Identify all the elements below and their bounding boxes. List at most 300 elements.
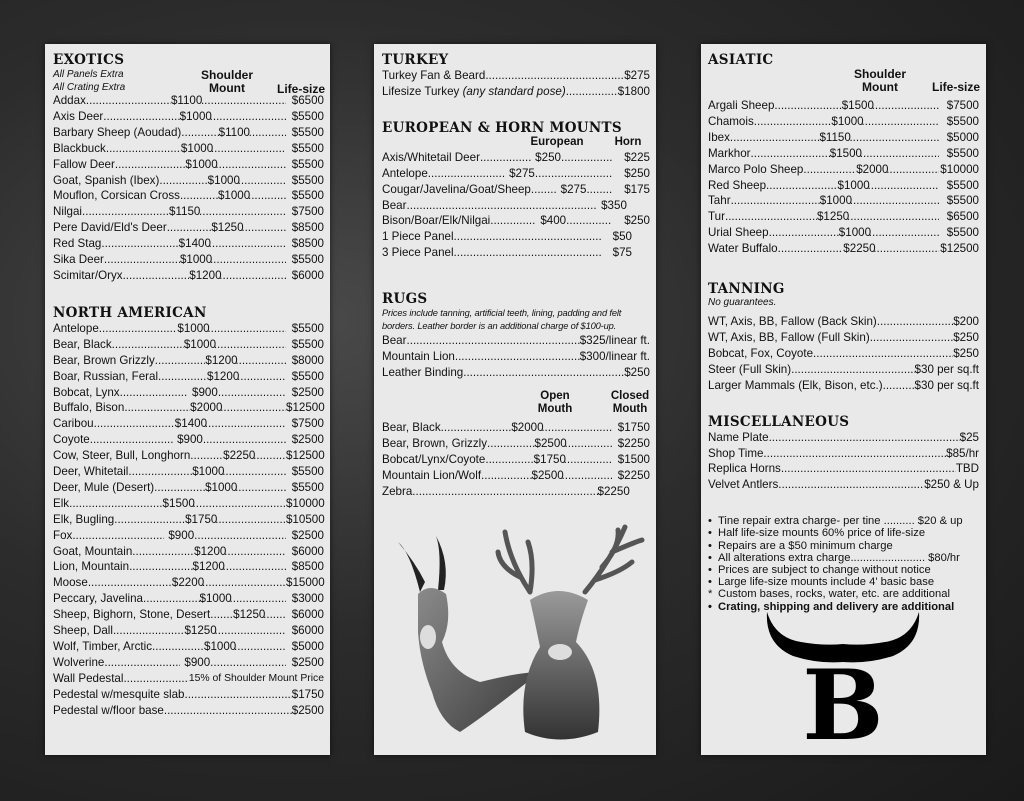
item-price: $275 xyxy=(624,69,650,82)
item-name: Bear, Brown Grizzly xyxy=(53,353,155,367)
note-item xyxy=(708,588,979,600)
item-price-1: $1150 xyxy=(169,205,201,219)
item-name: Red Sheep xyxy=(708,178,767,192)
item-name: Sheep, Dall xyxy=(53,624,113,638)
item-price-2: $8500 xyxy=(291,237,324,251)
mount-photo xyxy=(380,522,650,752)
price-row xyxy=(53,125,324,141)
item-price-2: $225 xyxy=(624,150,650,164)
price-row xyxy=(382,484,650,500)
item-price-2: $8000 xyxy=(291,353,324,367)
rugs-col-open: Open Mouth xyxy=(537,389,573,415)
price-row xyxy=(708,146,979,162)
note-bullet: • xyxy=(708,564,712,577)
item-name: Lion, Mountain xyxy=(53,560,130,574)
item-price-1: $1400 xyxy=(178,237,211,251)
item-price: $1750 xyxy=(291,687,324,701)
item-name: Bear, Black xyxy=(53,337,112,351)
price-row xyxy=(382,436,650,452)
item-name: Boar, Russian, Feral xyxy=(53,369,159,383)
price-row xyxy=(53,559,324,575)
price-row xyxy=(53,109,324,125)
asiatic-col-lifesize: Life-size xyxy=(931,80,980,94)
item-price-2: $8500 xyxy=(291,560,324,574)
item-name: Bear xyxy=(382,198,407,212)
item-name: Caribou xyxy=(53,417,94,431)
item-name: Goat, Spanish (Ibex) xyxy=(53,173,160,187)
price-row xyxy=(53,512,324,528)
item-price-1: $2250 xyxy=(597,484,630,498)
item-price: 15% of Shoulder Mount Price xyxy=(188,672,324,684)
price-row xyxy=(382,68,650,84)
price-row xyxy=(53,385,324,401)
item-name: Pedestal w/mesquite slab xyxy=(53,687,185,701)
price-row xyxy=(53,369,324,385)
item-price-2: $12500 xyxy=(286,449,325,463)
price-row xyxy=(53,236,324,252)
price-row xyxy=(708,130,979,146)
item-price-2: $2250 xyxy=(617,468,650,482)
item-price-2: $8500 xyxy=(291,221,324,235)
item-price: $250 xyxy=(953,330,979,344)
price-row xyxy=(382,333,650,349)
price-row xyxy=(53,687,324,703)
note-item xyxy=(708,564,979,576)
item-name: Goat, Mountain xyxy=(53,544,133,558)
item-name: Antelope xyxy=(53,321,99,335)
price-row xyxy=(53,480,324,496)
item-price-1: $1250 xyxy=(233,608,266,622)
item-name: Wolverine xyxy=(53,655,105,669)
price-row xyxy=(708,162,979,178)
item-name: Argali Sheep xyxy=(708,99,775,112)
item-price: $250 xyxy=(624,365,650,379)
price-row xyxy=(708,193,979,209)
price-row xyxy=(53,575,324,591)
item-price-1: $1000 xyxy=(204,640,237,653)
price-row xyxy=(382,182,650,198)
item-name: Bison/Boar/Elk/Nilgai xyxy=(382,214,491,228)
european-col-horn: Horn xyxy=(614,135,642,148)
item-name: Bear, Black xyxy=(382,420,441,434)
price-row xyxy=(708,178,979,194)
item-name: Pedestal w/floor base xyxy=(53,703,164,717)
note-bullet: • xyxy=(708,515,712,528)
item-price-1: $900 xyxy=(192,385,218,399)
item-price-2: $5500 xyxy=(291,109,324,123)
item-price-1: $1500 xyxy=(829,146,863,160)
item-name: Bear xyxy=(382,334,407,348)
item-price: $300/linear ft. xyxy=(579,350,650,364)
item-price-1: $275 xyxy=(509,166,535,180)
item-name: Leather Binding xyxy=(382,365,464,379)
note-text: Large life-size mounts include 4' basic base xyxy=(718,576,935,589)
item-name: Bobcat, Lynx xyxy=(53,385,120,399)
item-price-1: $2500 xyxy=(534,436,567,450)
item-price: TBD xyxy=(955,462,979,476)
item-price-2: $5500 xyxy=(291,480,324,494)
item-name: Name Plate xyxy=(708,430,769,444)
note-text: Half life-size mounts 60% price of life-size xyxy=(718,527,926,540)
item-name: Marco Polo Sheep xyxy=(708,162,804,176)
item-price-1: $1000 xyxy=(205,480,238,494)
item-price-1: $1150 xyxy=(819,130,851,144)
item-price-2: $250 xyxy=(624,166,650,180)
item-price-2: $12500 xyxy=(940,242,979,256)
price-row xyxy=(53,321,324,337)
item-price-1: $50 xyxy=(612,230,632,244)
item-price: $250 & Up xyxy=(924,478,979,492)
price-row xyxy=(53,496,324,512)
price-row xyxy=(53,188,324,204)
item-price-1: $1500 xyxy=(841,99,874,112)
item-name: Bear, Brown, Grizzly xyxy=(382,436,488,450)
item-price-1: $1000 xyxy=(217,189,251,203)
note-text: Prices are subject to change without notice xyxy=(718,564,931,577)
item-name: Water Buffalo xyxy=(708,242,778,256)
exotics-north-american-panel xyxy=(45,44,330,755)
item-price-2: $5500 xyxy=(291,141,324,155)
note-item xyxy=(708,527,979,539)
item-price-1: $1000 xyxy=(207,173,240,187)
rugs-col-closed: Closed Mouth xyxy=(610,389,650,415)
note-text: Custom bases, rocks, water, etc. are additional xyxy=(718,588,950,601)
item-name: Buffalo, Bison xyxy=(53,401,125,415)
item-price-1: $2000 xyxy=(190,401,223,415)
item-price-2: $6000 xyxy=(291,268,324,282)
item-price-1: $1000 xyxy=(183,337,217,351)
price-row xyxy=(53,671,324,687)
item-name: Shop Time xyxy=(708,446,764,460)
item-price-1: $900 xyxy=(168,528,195,542)
price-row xyxy=(53,544,324,560)
item-price: $30 per sq.ft xyxy=(914,378,979,392)
item-name: WT, Axis, BB, Fallow (Back Skin) xyxy=(708,315,877,329)
item-name: Axis Deer xyxy=(53,109,104,123)
price-row xyxy=(53,353,324,369)
item-price-1: $1100 xyxy=(218,125,251,139)
exotics-note-2: All Crating Extra xyxy=(53,82,126,93)
price-row xyxy=(708,330,979,346)
misc-list xyxy=(708,430,979,494)
item-price: $85/hr xyxy=(946,446,979,460)
price-row xyxy=(53,591,324,607)
item-price-2: $10000 xyxy=(940,162,979,176)
price-row xyxy=(708,430,979,446)
item-price-2: $5500 xyxy=(291,369,325,383)
item-name: WT, Axis, BB, Fallow (Full Skin) xyxy=(708,330,870,344)
item-name: Coyote xyxy=(53,433,90,447)
price-row xyxy=(53,655,324,671)
tanning-heading: TANNING xyxy=(708,281,785,298)
price-row xyxy=(382,150,650,166)
note-text: Tine repair extra charge- per tine .......... $20 & up xyxy=(718,515,963,528)
item-name: Bobcat/Lynx/Coyote xyxy=(382,452,486,466)
price-row xyxy=(53,141,324,157)
item-price-1: $1200 xyxy=(192,560,225,574)
asiatic-list xyxy=(708,98,979,257)
item-price-2: $5500 xyxy=(291,173,324,187)
price-row xyxy=(708,241,979,257)
price-row xyxy=(53,607,324,623)
price-row xyxy=(382,452,650,468)
item-price-2: $6500 xyxy=(291,94,324,107)
notes-list xyxy=(708,515,979,613)
item-price-1: $2000 xyxy=(856,162,889,176)
item-price-1: $1000 xyxy=(199,592,232,606)
item-price: $1800 xyxy=(617,84,650,98)
item-price-1: $400 xyxy=(540,214,567,228)
item-price-1: $1200 xyxy=(194,544,227,558)
price-row xyxy=(382,229,650,245)
item-price-2: $5500 xyxy=(291,337,324,351)
price-row xyxy=(53,464,324,480)
item-price-2: $2250 xyxy=(617,436,650,450)
item-name: Velvet Antlers xyxy=(708,478,779,492)
price-row xyxy=(53,173,324,189)
item-name: Mountain Lion/Wolf xyxy=(382,468,482,482)
item-name: Moose xyxy=(53,576,88,590)
item-name: Cougar/Javelina/Goat/Sheep xyxy=(382,182,531,196)
item-name: Markhor xyxy=(708,146,751,160)
item-price-2: $7500 xyxy=(291,205,324,219)
european-list xyxy=(382,150,650,261)
item-price-1: $1000 xyxy=(180,141,214,155)
price-row xyxy=(53,432,324,448)
turkey-european-rugs-panel xyxy=(374,44,656,755)
item-name: Turkey Fan & Beard xyxy=(382,69,486,82)
price-row xyxy=(53,639,324,655)
item-name: Deer, Whitetail xyxy=(53,465,129,479)
price-row xyxy=(53,220,324,236)
item-price-2: $2500 xyxy=(291,655,324,669)
note-item xyxy=(708,552,979,564)
price-row xyxy=(53,268,324,284)
price-row xyxy=(708,461,979,477)
item-price-2: $5500 xyxy=(291,253,324,267)
asiatic-tanning-misc-panel xyxy=(701,44,986,755)
price-row xyxy=(708,225,979,241)
price-row xyxy=(708,446,979,462)
item-price-2: $5500 xyxy=(946,194,979,208)
exotics-list xyxy=(53,93,324,284)
rugs-mouth-list xyxy=(382,420,650,500)
price-row xyxy=(53,416,324,432)
item-name: Urial Sheep xyxy=(708,226,769,240)
item-price-1: $1750 xyxy=(185,512,218,526)
exotics-note-1: All Panels Extra xyxy=(53,69,124,80)
price-row xyxy=(382,213,650,229)
north-american-list xyxy=(53,321,324,671)
price-row xyxy=(53,337,324,353)
item-price-2: $10500 xyxy=(285,512,325,526)
exotics-heading: EXOTICS xyxy=(53,52,125,68)
note-item xyxy=(708,515,979,527)
item-name: Ibex xyxy=(708,130,730,144)
note-item xyxy=(708,576,979,588)
item-price-2: $7500 xyxy=(946,99,980,112)
rugs-heading: RUGS xyxy=(382,291,428,308)
item-price-2: $2500 xyxy=(291,385,325,399)
price-row xyxy=(382,166,650,182)
rugs-note: Prices include tanning, artificial teeth, lining, padding and felt borders. Leather border is an additional charge of $100-up. xyxy=(382,308,622,332)
price-row xyxy=(708,114,979,130)
item-price-1: $1250 xyxy=(816,210,850,224)
item-name: Fox xyxy=(53,528,73,542)
turkey-heading: TURKEY xyxy=(382,52,449,68)
item-price-2: $5500 xyxy=(946,178,980,192)
price-row xyxy=(708,477,979,493)
price-row xyxy=(382,468,650,484)
note-text: Repairs are a $50 minimum charge xyxy=(718,539,893,552)
price-row xyxy=(53,528,324,544)
item-name: Peccary, Javelina xyxy=(53,592,143,606)
item-name: Chamois xyxy=(708,114,754,128)
item-name: Tur xyxy=(708,210,725,224)
price-row xyxy=(53,703,324,719)
item-price: $30 per sq.ft xyxy=(914,362,979,376)
item-price-2: $250 xyxy=(624,214,650,228)
item-price-1: $900 xyxy=(177,433,203,447)
north-american-heading: NORTH AMERICAN xyxy=(53,304,207,321)
item-price-1: $1000 xyxy=(831,114,864,128)
item-price-1: $275 xyxy=(560,182,587,196)
item-price-1: $1250 xyxy=(184,624,217,638)
item-name: Lifesize Turkey xyxy=(382,84,460,98)
item-price-1: $1750 xyxy=(533,452,566,466)
item-name: Sheep, Bighorn, Stone, Desert xyxy=(53,608,211,622)
item-price-1: $2000 xyxy=(511,420,544,434)
note-bullet: • xyxy=(708,551,712,564)
item-name: Bobcat, Fox, Coyote xyxy=(708,346,814,360)
item-price-1: $75 xyxy=(612,246,632,260)
item-name: 3 Piece Panel xyxy=(382,246,454,260)
item-price-2: $3000 xyxy=(291,592,324,606)
item-price-2: $6500 xyxy=(946,210,979,224)
item-price-1: $1000 xyxy=(838,226,872,240)
item-price-2: $5500 xyxy=(946,146,979,160)
item-price-2: $5500 xyxy=(291,321,324,335)
item-name: Tahr xyxy=(708,194,731,208)
item-name: Cow, Steer, Bull, Longhorn xyxy=(53,449,191,463)
note-text: Crating, shipping and delivery are additional xyxy=(718,600,955,613)
price-row xyxy=(53,157,324,173)
item-price-2: $15000 xyxy=(286,576,325,590)
item-price-2: $5500 xyxy=(291,465,324,479)
item-price-2: $6000 xyxy=(291,608,324,622)
item-name: Red Stag xyxy=(53,237,102,251)
item-price-1: $350 xyxy=(601,198,627,212)
note-text: All alterations extra charge........................ $80/hr xyxy=(718,551,960,564)
item-name: Mountain Lion xyxy=(382,350,455,364)
item-price: $2500 xyxy=(291,703,324,717)
item-price-2: $6000 xyxy=(291,544,324,558)
price-row xyxy=(382,245,650,261)
item-price-1: $1200 xyxy=(207,369,240,383)
price-row xyxy=(382,420,650,436)
note-bullet: • xyxy=(708,576,712,589)
european-heading: EUROPEAN & HORN MOUNTS xyxy=(382,119,622,136)
price-row xyxy=(382,198,650,214)
note-bullet: • xyxy=(708,600,712,613)
item-name: Replica Horns xyxy=(708,462,781,476)
item-name: Blackbuck xyxy=(53,141,106,155)
item-note: (any standard pose) xyxy=(462,84,566,98)
item-price-1: $2250 xyxy=(223,449,256,463)
item-price-1: $2500 xyxy=(531,468,564,482)
item-price-1: $250 xyxy=(535,150,561,164)
item-price-1: $1200 xyxy=(189,268,222,282)
item-name: Sika Deer xyxy=(53,253,104,267)
item-name: Elk xyxy=(53,496,70,510)
item-price-2: $12500 xyxy=(286,401,325,415)
item-price-2: $5500 xyxy=(291,125,324,139)
item-name: Zebra xyxy=(382,484,413,498)
price-row xyxy=(382,349,650,365)
item-price-1: $1000 xyxy=(819,194,853,208)
price-row xyxy=(708,362,979,378)
item-name: Elk, Bugling xyxy=(53,512,115,526)
note-bullet: • xyxy=(708,539,712,552)
item-price-1: $1500 xyxy=(162,496,195,510)
item-price-1: $1200 xyxy=(205,353,238,367)
price-row xyxy=(382,365,650,381)
item-name: Addax xyxy=(53,94,86,107)
misc-heading: MISCELLANEOUS xyxy=(708,413,850,430)
note-bullet: * xyxy=(708,588,713,601)
item-price: $200 xyxy=(953,315,979,329)
item-price-1: $1000 xyxy=(179,109,212,123)
item-name: Steer (Full Skin) xyxy=(708,362,792,376)
price-row xyxy=(53,204,324,220)
tanning-list xyxy=(708,314,979,394)
item-price-1: $1100 xyxy=(170,94,203,107)
item-price-2: $2500 xyxy=(291,433,324,447)
item-name: Wall Pedestal xyxy=(53,671,124,685)
item-price-1: $1400 xyxy=(174,417,208,431)
item-price: $325/linear ft. xyxy=(579,334,650,348)
item-price-2: $2500 xyxy=(291,528,324,542)
item-price-2: $5500 xyxy=(946,226,979,240)
item-name: Axis/Whitetail Deer xyxy=(382,150,480,164)
item-price-2: $5500 xyxy=(946,114,979,128)
item-price-2: $10000 xyxy=(285,496,325,510)
price-row xyxy=(708,378,979,394)
item-price: $250 xyxy=(953,346,979,360)
item-price-2: $6000 xyxy=(291,624,324,638)
rugs-list xyxy=(382,333,650,381)
item-name: Barbary Sheep (Aoudad) xyxy=(53,125,182,139)
item-price-1: $1250 xyxy=(211,221,244,235)
item-price-1: $900 xyxy=(184,655,211,669)
price-row xyxy=(53,252,324,268)
pedestal-list xyxy=(53,671,324,719)
item-price-2: $1750 xyxy=(617,420,650,434)
item-price-2: $175 xyxy=(624,182,650,196)
item-price-2: $5500 xyxy=(291,189,324,203)
item-price-1: $1000 xyxy=(192,465,225,479)
item-name: 1 Piece Panel xyxy=(382,230,454,244)
item-price-2: $5500 xyxy=(291,157,324,171)
price-row xyxy=(708,314,979,330)
item-price: $25 xyxy=(959,430,979,444)
item-price-1: $1000 xyxy=(179,253,213,267)
price-row xyxy=(53,400,324,416)
item-price-1: $1000 xyxy=(837,178,870,192)
asiatic-heading: ASIATIC xyxy=(708,52,774,68)
item-price-1: $1000 xyxy=(177,321,210,335)
item-name: Wolf, Timber, Arctic xyxy=(53,640,152,653)
